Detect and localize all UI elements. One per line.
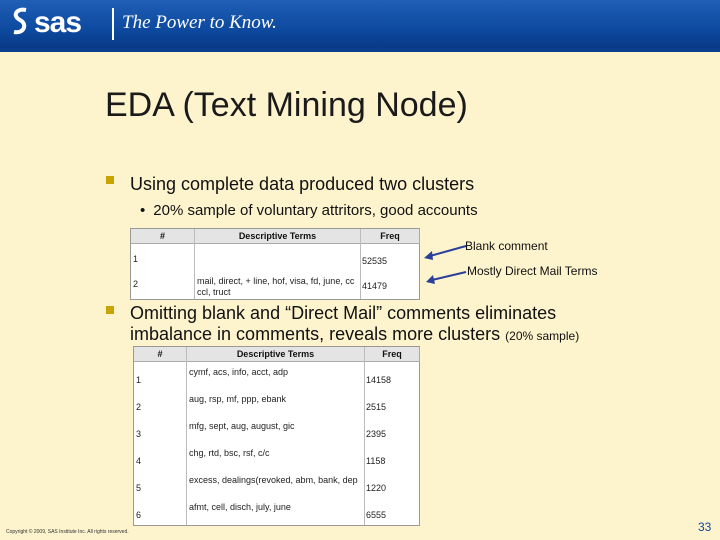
header-bar — [0, 0, 720, 48]
table-row: 14158 — [366, 375, 392, 385]
bullet-2-line2: imbalance in comments, reveals more clusters — [130, 324, 501, 344]
square-bullet-icon — [106, 306, 114, 314]
sub-bullet-1-text: 20% sample of voluntary attritors, good accounts — [153, 202, 478, 219]
table1-divider — [194, 229, 195, 299]
annotation-direct-mail: Mostly Direct Mail Terms — [467, 264, 598, 278]
tagline: The Power to Know. — [122, 12, 277, 33]
bullet-2-line1: Omitting blank and “Direct Mail” comments eliminates — [130, 303, 557, 323]
logo-separator — [112, 8, 114, 40]
table-row: ccl, truct — [197, 287, 231, 297]
table-row: afmt, cell, disch, july, june — [189, 502, 291, 512]
sas-logo — [10, 6, 81, 40]
annotation-arrows — [420, 240, 470, 290]
table2-divider — [364, 347, 365, 525]
cluster-table-1 — [130, 228, 420, 300]
table-row: 6555 — [366, 510, 387, 520]
table-row: 5 — [136, 483, 142, 493]
table2-divider — [186, 347, 187, 525]
table-row: 41479 — [362, 281, 388, 291]
table-row: 2395 — [366, 429, 387, 439]
table-row: 1220 — [366, 483, 387, 493]
table-row: 2 — [133, 279, 139, 289]
arrow-head-icon — [424, 251, 433, 260]
table2-header-num: # — [134, 347, 187, 362]
table1-header-terms: Descriptive Terms — [195, 229, 361, 244]
sas-logo-icon — [10, 6, 32, 36]
table-row: mfg, sept, aug, august, gic — [189, 421, 295, 431]
header-underline — [0, 48, 720, 52]
table-row: mail, direct, + line, hof, visa, fd, june, cc — [197, 276, 355, 286]
table2-header-freq: Freq — [365, 347, 420, 362]
page-number: 33 — [698, 520, 712, 534]
bullet-2 — [130, 303, 579, 347]
dot-bullet-icon: • — [140, 202, 146, 219]
table-row: aug, rsp, mf, ppp, ebank — [189, 394, 287, 404]
table-row: 1 — [136, 375, 142, 385]
bullet-1-text: Using complete data produced two clusters — [130, 174, 475, 194]
table-row: 6 — [136, 510, 142, 520]
table-row: 1158 — [366, 456, 386, 466]
table-row: chg, rtd, bsc, rsf, c/c — [189, 448, 270, 458]
table-row: cymf, acs, info, acct, adp — [189, 367, 289, 377]
bullet-2-suffix: (20% sample) — [505, 329, 580, 343]
annotation-blank-comment: Blank comment — [465, 239, 548, 253]
cluster-table-2 — [133, 346, 420, 526]
table-row: 2 — [136, 402, 142, 412]
logo-text: sas — [34, 6, 82, 39]
table1-divider — [360, 229, 361, 299]
arrow-head-icon — [426, 275, 435, 284]
square-bullet-icon — [106, 176, 114, 184]
slide-title: EDA (Text Mining Node) — [105, 86, 468, 124]
bullet-1 — [130, 174, 474, 195]
table-row: 2515 — [366, 402, 387, 412]
table-row: excess, dealings(revoked, abm, bank, dep — [189, 475, 358, 485]
table-row: 52535 — [362, 256, 388, 266]
sub-bullet-1 — [140, 202, 478, 219]
table-row: 3 — [136, 429, 142, 439]
copyright: Copyright © 2009, SAS Institute Inc. All rights reserved. — [6, 529, 129, 535]
table2-header-terms: Descriptive Terms — [187, 347, 365, 362]
table-row: 4 — [136, 456, 142, 466]
table1-header-freq: Freq — [361, 229, 420, 244]
table-row: 1 — [133, 254, 139, 264]
table1-header-num: # — [131, 229, 195, 244]
